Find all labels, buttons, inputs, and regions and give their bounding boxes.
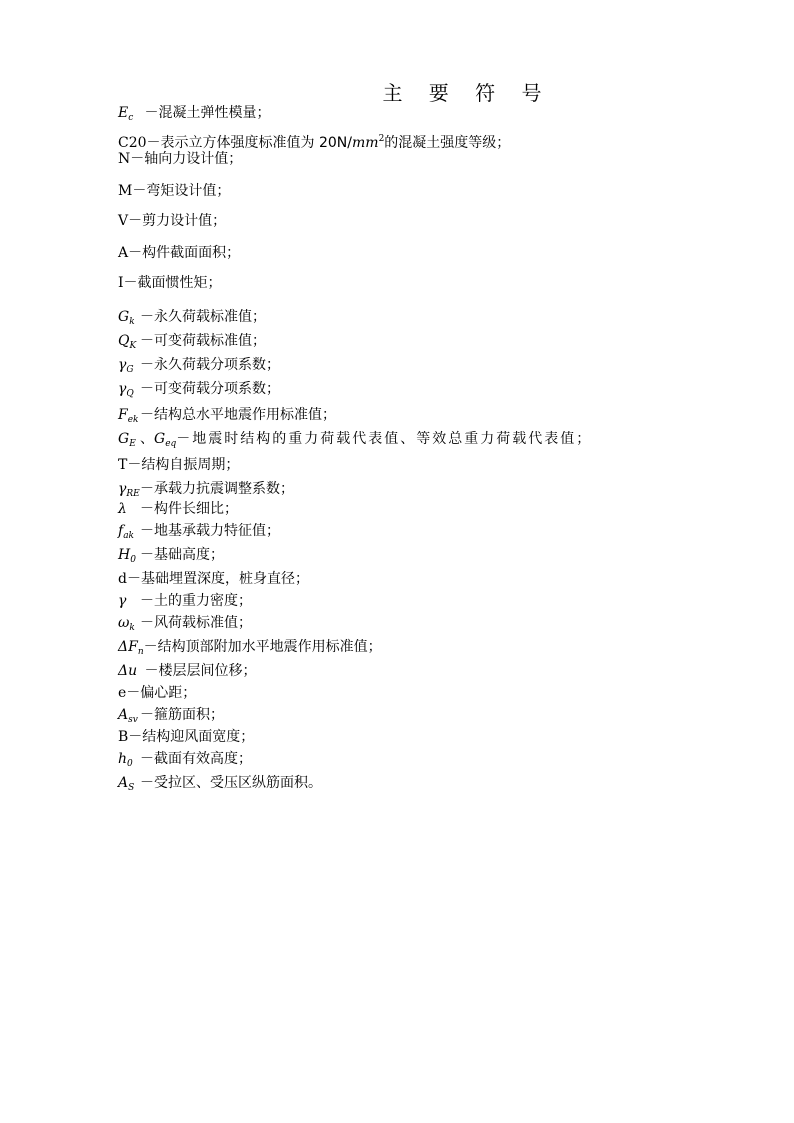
symbol-letter: h: [118, 751, 128, 767]
symbol-entry: [118, 500, 238, 518]
symbol: [118, 774, 140, 797]
symbol-entry: [118, 332, 266, 355]
symbol-entry: [118, 212, 226, 230]
symbol-letter: f: [118, 523, 124, 539]
symbol-description: －土的重力密度；: [140, 593, 252, 609]
symbol-entry: [118, 274, 222, 292]
symbol-entry: [118, 706, 224, 729]
symbol-letter: A: [118, 775, 129, 791]
symbol-entry: [118, 406, 336, 429]
symbol: [118, 522, 140, 545]
symbol-entry: [118, 684, 196, 702]
symbol-entry: [118, 522, 280, 545]
symbol-description: －地震时结构的重力荷载代表值、等效总重力荷载代表值；: [176, 431, 593, 447]
symbol-description: －结构自振周期；: [127, 457, 240, 473]
symbol: I: [118, 275, 124, 291]
symbol-entry: [118, 380, 280, 403]
symbol-letter: γ: [118, 357, 127, 373]
symbol: [118, 406, 140, 429]
symbol-description: －弯矩设计值；: [132, 183, 231, 199]
symbol: N: [118, 151, 131, 167]
symbol-letter: ω: [118, 615, 130, 631]
symbol-subscript: S: [128, 783, 135, 793]
symbol-subscript: G: [126, 365, 134, 375]
symbol-description: －地基承载力特征值；: [140, 523, 280, 539]
symbol: d: [118, 571, 127, 587]
symbol-description: －箍筋面积；: [140, 707, 224, 723]
symbol-description: －混凝土弹性模量；: [140, 105, 271, 121]
symbol-entry: [118, 546, 224, 569]
symbol-description: －可变荷载标准值；: [140, 333, 266, 349]
symbol: [118, 500, 140, 518]
symbol-letter: H: [118, 547, 131, 563]
symbol-subscript: RE: [126, 489, 140, 499]
symbol-description: －轴向力设计值；: [130, 151, 243, 167]
symbol-subscript: Q: [126, 389, 134, 399]
symbol: [118, 356, 140, 379]
symbol: [118, 614, 140, 637]
unit: [352, 130, 384, 152]
symbol-subscript: E: [129, 439, 136, 449]
symbol-entry: [118, 662, 256, 680]
symbol-entry: [118, 356, 280, 379]
symbol-entry: [118, 150, 242, 168]
symbol-entry: [118, 774, 322, 797]
symbol-subscript: k: [129, 317, 135, 327]
symbol: M: [118, 183, 133, 199]
symbol-letter: λ: [118, 501, 127, 517]
symbol-entry: [118, 456, 239, 474]
symbol-entry: [118, 750, 252, 773]
symbol-entry: [118, 182, 230, 200]
symbol-letter: G: [154, 431, 166, 447]
symbol-letter: G: [118, 431, 130, 447]
symbol-description: －基础埋置深度，桩身直径；: [126, 571, 309, 587]
symbol-description: －楼层层间位移；: [140, 663, 257, 679]
symbol-description: －结构总水平地震作用标准值；: [140, 407, 336, 423]
symbol-entry: [118, 638, 382, 661]
symbol: [118, 308, 140, 331]
symbol-description: －受拉区、受压区纵筋面积。: [140, 775, 322, 791]
symbol: B: [118, 729, 129, 745]
symbol-description: －构件长细比；: [140, 501, 238, 517]
symbol-description: －结构顶部附加水平地震作用标准值；: [143, 639, 382, 655]
symbol-subscript: 0: [127, 759, 133, 769]
symbol: [118, 750, 140, 773]
symbol-letter: γ: [118, 593, 127, 609]
symbol: e: [118, 685, 127, 701]
symbol: [118, 638, 144, 661]
symbol-description: －偏心距；: [126, 685, 197, 701]
symbol-letter: G: [118, 309, 130, 325]
symbol-description: －永久荷载标准值；: [140, 309, 266, 325]
symbol-subscript: ek: [127, 415, 139, 425]
symbol: [118, 332, 140, 355]
symbol-entry: [118, 104, 270, 127]
symbol-subscript: eq: [165, 439, 177, 449]
symbol: [118, 104, 140, 127]
symbol-letter: E: [118, 105, 129, 121]
symbol-description: －基础高度；: [140, 547, 224, 563]
symbol: [118, 592, 140, 610]
symbol-letter: F: [118, 407, 128, 423]
symbol-description: －可变荷载分项系数；: [140, 381, 280, 397]
symbol-entry: [118, 130, 510, 152]
symbol-description: －剪力设计值；: [128, 213, 227, 229]
symbol-subscript: k: [129, 623, 135, 633]
symbol-description: 的混凝土强度等级；: [384, 135, 511, 151]
symbol-subscript: K: [129, 341, 137, 351]
symbol: [118, 546, 140, 569]
symbol-subscript: ak: [123, 531, 135, 541]
symbol-entry: [118, 244, 240, 262]
symbol: A: [118, 245, 129, 261]
symbol: [154, 430, 176, 453]
symbol-entry: [118, 728, 254, 746]
symbol-letter: A: [118, 707, 129, 723]
symbol-entry: [118, 592, 252, 610]
symbol-entry: [118, 430, 592, 453]
symbol-subscript: n: [137, 647, 144, 657]
unit-superscript: 2: [378, 134, 385, 144]
symbol: [118, 430, 140, 453]
symbol-letter: γ: [118, 381, 127, 397]
symbol-entry: [118, 614, 252, 637]
symbol-description: －构件截面面积；: [128, 245, 241, 261]
symbol: V: [118, 213, 129, 229]
unit-letters: mm: [352, 135, 379, 151]
symbol-description: －截面惯性矩；: [123, 275, 222, 291]
symbol-subscript: 0: [130, 555, 136, 565]
symbol-description: －承载力抗震调整系数；: [140, 481, 294, 497]
symbol-description: －结构迎风面宽度；: [128, 729, 255, 745]
symbol: T: [118, 457, 128, 473]
symbol-entry: [118, 308, 266, 331]
symbol: C20: [118, 135, 147, 151]
page-title: 主 要 符 号: [382, 81, 552, 105]
separator: 、: [140, 431, 154, 447]
symbol-subscript: sv: [128, 715, 138, 725]
symbol: [118, 662, 140, 680]
symbol-letter: ΔF: [118, 639, 138, 655]
symbol-description: －表示立方体强度标准值为 20N/: [146, 135, 352, 151]
symbol: [118, 380, 140, 403]
symbol-description: －永久荷载分项系数；: [140, 357, 280, 373]
symbol-letter: γ: [118, 481, 127, 497]
symbol-subscript: c: [128, 113, 134, 123]
symbol-entry: [118, 570, 309, 588]
symbol-description: －截面有效高度；: [140, 751, 252, 767]
symbol-description: －风荷载标准值；: [140, 615, 252, 631]
symbol-letter: Q: [118, 333, 130, 349]
symbol: [118, 706, 140, 729]
symbol-letter: Δu: [118, 663, 138, 679]
